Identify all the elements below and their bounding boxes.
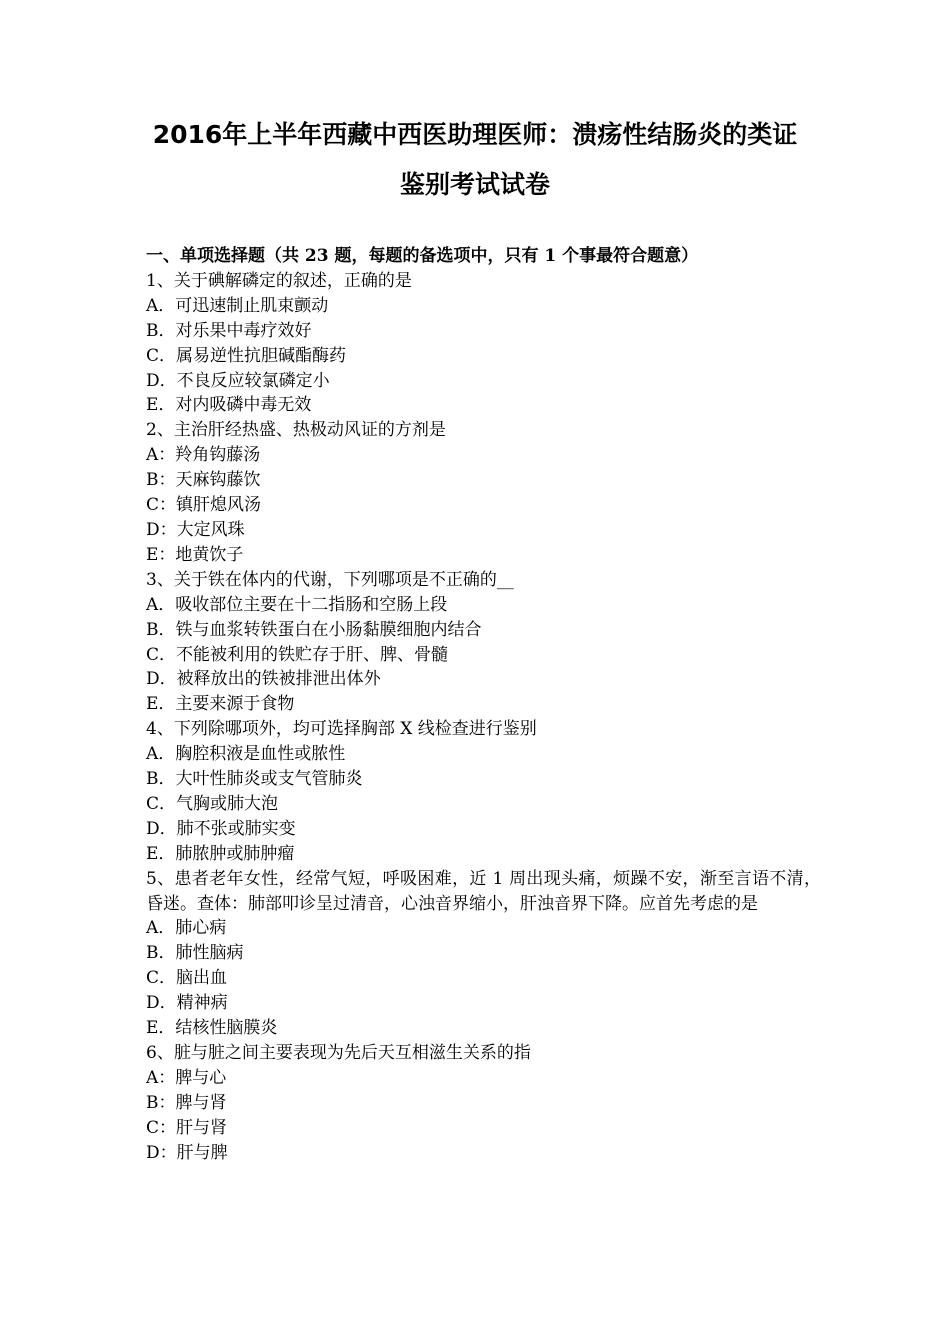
- question-stem: 6、脏与脏之间主要表现为先后天互相滋生关系的指: [146, 1043, 531, 1063]
- question-option: D：肝与脾: [146, 1142, 228, 1163]
- question-stem: 3、关于铁在体内的代谢，下列哪项是不正确的__: [146, 569, 514, 590]
- document-title-line-1: 2016年上半年西藏中西医助理医师：溃疡性结肠炎的类证: [152, 120, 798, 149]
- question-option: B．铁与血浆转铁蛋白在小肠黏膜细胞内结合: [146, 619, 482, 640]
- question-option: C．脑出血: [146, 968, 228, 989]
- question-stem: 5、患者老年女性，经常气短，呼吸困难，近 1 周出现头痛，烦躁不安，渐至言语不清，昏迷。查体：肺部叩诊呈过清音，心浊音界缩小，肝浊音界下降。应首先考虑的是: [146, 868, 821, 914]
- question-4: [146, 717, 821, 866]
- question-option: A．胸腔积液是血性或脓性: [146, 744, 346, 765]
- document-title-line-2: 鉴别考试试卷: [399, 170, 550, 199]
- question-stem: 2、主治肝经热盛、热极动风证的方剂是: [146, 420, 446, 441]
- document-body: [146, 244, 821, 1166]
- question-option: A：脾与心: [146, 1067, 227, 1088]
- question-stem: 4、下列除哪项外，均可选择胸部 X 线检查进行鉴别: [146, 719, 537, 740]
- question-option: D．不良反应较氯磷定小: [146, 370, 330, 391]
- question-5: [146, 867, 821, 1041]
- question-option: A．肺心病: [146, 918, 227, 939]
- question-stem: 1、关于碘解磷定的叙述，正确的是: [146, 270, 412, 291]
- question-option: D：大定风珠: [146, 519, 245, 540]
- question-option: C：镇肝熄风汤: [146, 495, 262, 516]
- section-heading: 一、单项选择题（共 23 题，每题的备选项中，只有 1 个事最符合题意）: [146, 246, 699, 266]
- question-option: D．肺不张或肺实变: [146, 818, 296, 839]
- question-option: E：地黄饮子: [146, 544, 244, 565]
- question-2: [146, 418, 821, 567]
- question-option: E．对内吸磷中毒无效: [146, 395, 312, 416]
- question-option: B．对乐果中毒疗效好: [146, 320, 312, 341]
- question-option: B．大叶性肺炎或支气管肺炎: [146, 769, 363, 790]
- question-option: B．肺性脑病: [146, 943, 244, 964]
- question-option: B：天麻钩藤饮: [146, 470, 261, 491]
- question-option: D．精神病: [146, 993, 228, 1014]
- question-option: E．肺脓肿或肺肿瘤: [146, 843, 295, 864]
- question-option: A．吸收部位主要在十二指肠和空肠上段: [146, 594, 448, 615]
- question-6: [146, 1041, 821, 1166]
- question-option: A．可迅速制止肌束颤动: [146, 295, 329, 316]
- question-option: B：脾与肾: [146, 1092, 227, 1113]
- question-option: A：羚角钩藤汤: [146, 445, 261, 466]
- question-option: C．属易逆性抗胆碱酯酶药: [146, 345, 347, 366]
- question-option: C．不能被利用的铁贮存于肝、脾、骨髓: [146, 644, 449, 665]
- question-3: [146, 568, 821, 717]
- question-option: D．被释放出的铁被排泄出体外: [146, 669, 381, 690]
- question-option: E．结核性脑膜炎: [146, 1018, 278, 1039]
- question-option: E．主要来源于食物: [146, 694, 295, 715]
- question-option: C：肝与肾: [146, 1117, 228, 1138]
- question-option: C．气胸或肺大泡: [146, 793, 279, 814]
- question-1: [146, 269, 821, 418]
